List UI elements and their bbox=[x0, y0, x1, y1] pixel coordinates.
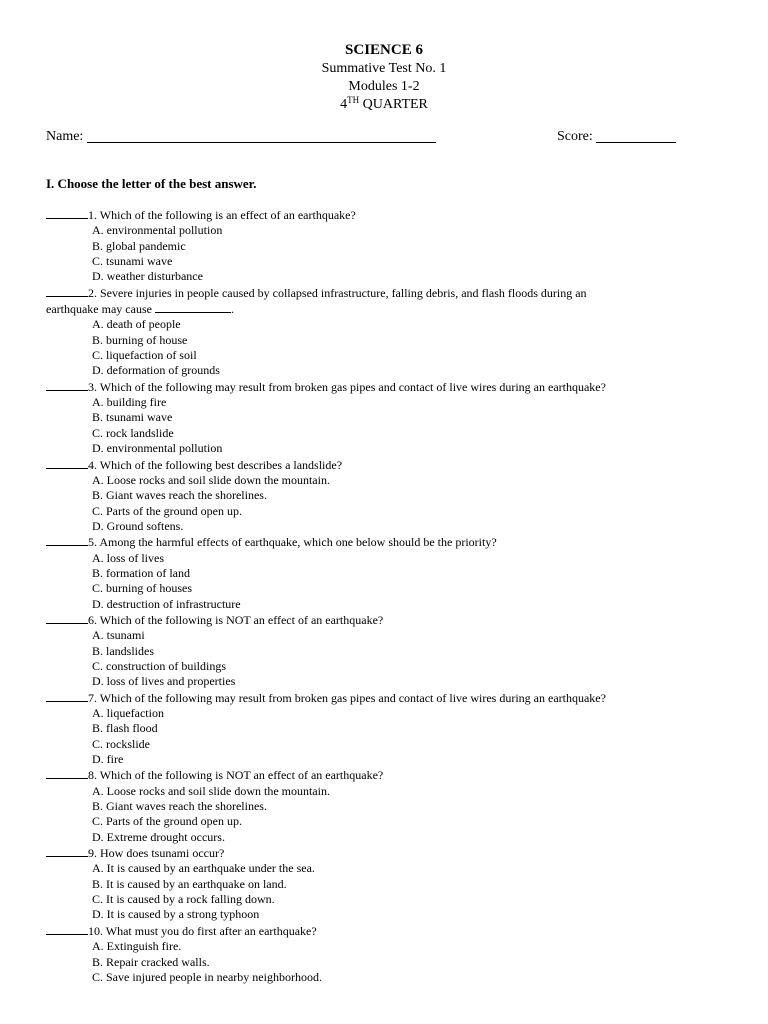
question-stem bbox=[46, 767, 726, 783]
question-stem bbox=[46, 612, 726, 628]
answer-choice: C. tsunami wave bbox=[92, 254, 173, 269]
question-item bbox=[46, 923, 726, 985]
question-text: 10. What must you do first after an earthquake? bbox=[88, 923, 317, 938]
question-stem bbox=[46, 207, 726, 223]
answer-blank[interactable] bbox=[46, 845, 88, 857]
answer-choice: C. It is caused by a rock falling down. bbox=[92, 892, 275, 907]
answer-choice: C. liquefaction of soil bbox=[92, 348, 197, 363]
question-stem bbox=[46, 534, 726, 550]
answer-choice: C. burning of houses bbox=[92, 581, 192, 596]
answer-choice: A. tsunami bbox=[92, 628, 145, 643]
answer-choice: D. It is caused by a strong typhoon bbox=[92, 907, 260, 922]
answer-blank[interactable] bbox=[46, 767, 88, 779]
question-text-end: . bbox=[230, 302, 234, 317]
answer-blank[interactable] bbox=[46, 285, 88, 297]
question-text: 5. Among the harmful effects of earthquake, which one below should be the priority? bbox=[88, 535, 497, 550]
document-title: SCIENCE 6 bbox=[345, 42, 423, 58]
question-stem bbox=[46, 923, 726, 939]
answer-choice: A. Loose rocks and soil slide down the mountain. bbox=[92, 783, 330, 798]
question-stem bbox=[46, 285, 726, 301]
answer-choice: C. Parts of the ground open up. bbox=[92, 503, 242, 518]
question-text: 8. Which of the following is NOT an effect of an earthquake? bbox=[88, 768, 384, 783]
question-item bbox=[46, 767, 726, 845]
section-instruction: I. Choose the letter of the best answer. bbox=[46, 176, 257, 191]
answer-choice: A. It is caused by an earthquake under the sea. bbox=[92, 861, 315, 876]
test-number: Summative Test No. 1 bbox=[321, 61, 447, 76]
answer-choice: A. Extinguish fire. bbox=[92, 939, 182, 954]
answer-choice: C. rockslide bbox=[92, 736, 150, 751]
name-label: Name: bbox=[46, 129, 87, 144]
question-stem bbox=[46, 379, 726, 395]
question-list bbox=[46, 207, 726, 985]
question-item bbox=[46, 285, 726, 379]
answer-choice: B. burning of house bbox=[92, 332, 188, 347]
question-item bbox=[46, 612, 726, 690]
answer-choice: C. Save injured people in nearby neighborhood. bbox=[92, 969, 322, 984]
answer-choice: D. weather disturbance bbox=[92, 269, 203, 284]
question-text: 7. Which of the following may result from broken gas pipes and contact of live wires during an earthquake? bbox=[88, 690, 606, 705]
answer-choice: D. fire bbox=[92, 752, 124, 767]
answer-choice: A. environmental pollution bbox=[92, 223, 223, 238]
answer-choice: A. loss of lives bbox=[92, 550, 164, 565]
fill-in-blank bbox=[155, 301, 231, 313]
quarter-superscript: TH bbox=[347, 95, 360, 105]
answer-choice: A. building fire bbox=[92, 395, 167, 410]
answer-choice: B. Giant waves reach the shorelines. bbox=[92, 799, 267, 814]
question-item bbox=[46, 690, 726, 768]
question-text: 9. How does tsunami occur? bbox=[88, 846, 225, 861]
question-stem-continued bbox=[46, 301, 726, 317]
question-stem bbox=[46, 690, 726, 706]
answer-choice: D. destruction of infrastructure bbox=[92, 596, 241, 611]
question-item bbox=[46, 845, 726, 923]
name-blank[interactable] bbox=[87, 128, 436, 143]
answer-choice: C. rock landslide bbox=[92, 425, 174, 440]
question-stem bbox=[46, 845, 726, 861]
answer-choice: D. environmental pollution bbox=[92, 441, 223, 456]
answer-blank[interactable] bbox=[46, 534, 88, 546]
answer-choice: B. formation of land bbox=[92, 565, 190, 580]
score-row bbox=[557, 128, 676, 146]
answer-choice: B. global pandemic bbox=[92, 238, 186, 253]
answer-choice: D. Extreme drought occurs. bbox=[92, 829, 225, 844]
answer-choice: A. Loose rocks and soil slide down the mountain. bbox=[92, 472, 330, 487]
answer-blank[interactable] bbox=[46, 379, 88, 391]
question-item bbox=[46, 207, 726, 285]
question-text-continued: earthquake may cause bbox=[46, 302, 155, 317]
quarter-number: 4 bbox=[340, 97, 348, 112]
score-label: Score: bbox=[557, 129, 597, 144]
document-header bbox=[0, 41, 768, 114]
modules-line: Modules 1-2 bbox=[348, 79, 420, 94]
answer-choice: D. loss of lives and properties bbox=[92, 674, 236, 689]
answer-choice: B. flash flood bbox=[92, 721, 158, 736]
name-row bbox=[46, 128, 436, 146]
answer-blank[interactable] bbox=[46, 923, 88, 935]
question-text: 4. Which of the following best describes a landslide? bbox=[88, 457, 343, 472]
answer-choice: D. Ground softens. bbox=[92, 518, 184, 533]
question-item bbox=[46, 457, 726, 535]
answer-choice: B. It is caused by an earthquake on land. bbox=[92, 876, 287, 891]
question-text: 3. Which of the following may result from broken gas pipes and contact of live wires during an earthquake? bbox=[88, 379, 606, 394]
answer-choice: A. death of people bbox=[92, 317, 181, 332]
answer-choice: B. Giant waves reach the shorelines. bbox=[92, 488, 267, 503]
question-text: 6. Which of the following is NOT an effect of an earthquake? bbox=[88, 612, 384, 627]
question-stem bbox=[46, 457, 726, 473]
score-blank[interactable] bbox=[596, 128, 676, 143]
answer-blank[interactable] bbox=[46, 690, 88, 702]
answer-choice: C. Parts of the ground open up. bbox=[92, 814, 242, 829]
answer-choice: D. deformation of grounds bbox=[92, 363, 220, 378]
answer-choice: A. liquefaction bbox=[92, 706, 164, 720]
question-item bbox=[46, 534, 726, 612]
answer-blank[interactable] bbox=[46, 612, 88, 624]
question-text: 1. Which of the following is an effect of an earthquake? bbox=[88, 208, 356, 222]
question-text: 2. Severe injuries in people caused by collapsed infrastructure, falling debris, and flash floods during an bbox=[88, 285, 587, 300]
question-item bbox=[46, 379, 726, 457]
answer-choice: B. landslides bbox=[92, 643, 154, 658]
quarter-line bbox=[0, 96, 768, 114]
answer-choice: C. construction of buildings bbox=[92, 658, 226, 673]
answer-blank[interactable] bbox=[46, 457, 88, 469]
answer-blank[interactable] bbox=[46, 207, 88, 219]
answer-choice: B. Repair cracked walls. bbox=[92, 954, 210, 969]
answer-choice: B. tsunami wave bbox=[92, 410, 173, 425]
quarter-word: QUARTER bbox=[359, 97, 428, 112]
